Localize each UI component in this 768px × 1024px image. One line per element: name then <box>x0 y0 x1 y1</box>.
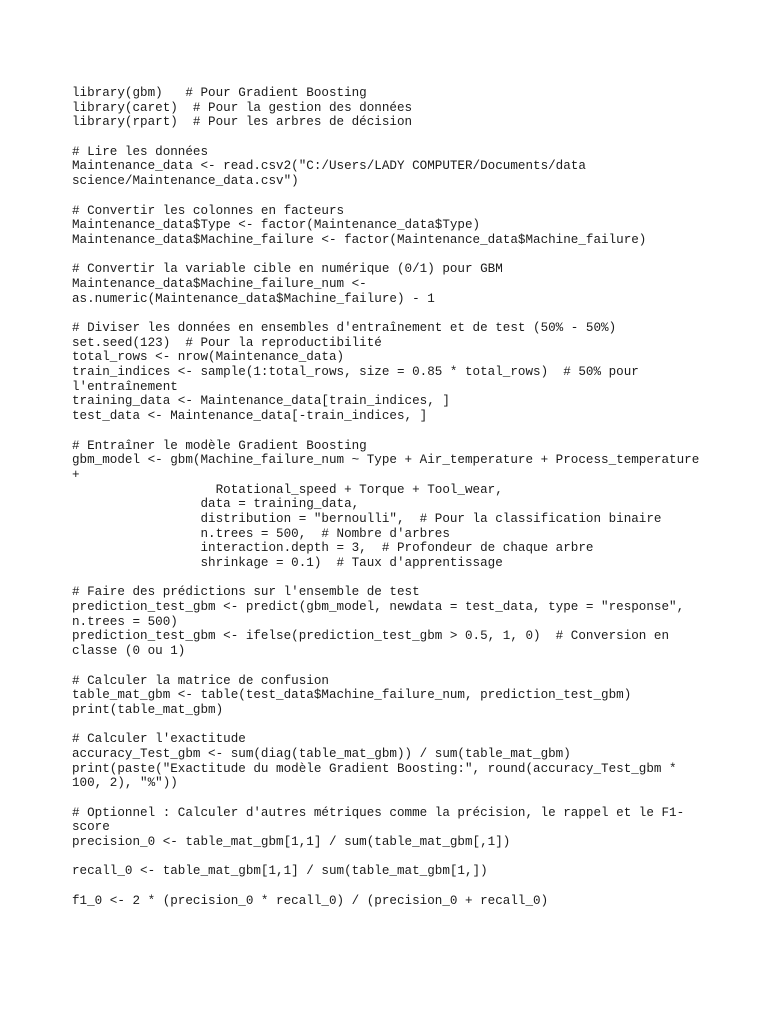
code-line: precision_0 <- table_mat_gbm[1,1] / sum(table_mat_gbm[,1]) <box>72 835 511 850</box>
code-line <box>72 791 712 806</box>
code-line <box>72 718 712 733</box>
code-line: distribution = "bernoulli", # Pour la classification binaire <box>72 511 662 526</box>
code-line: print(table_mat_gbm) <box>72 702 224 717</box>
code-line: # Convertir la variable cible en numérique (0/1) pour GBM <box>72 262 503 277</box>
code-line <box>72 571 712 586</box>
code-line: # Diviser les données en ensembles d'entraînement et de test (50% - 50%) <box>72 321 617 335</box>
code-line: Maintenance_data$Machine_failure <- factor(Maintenance_data$Machine_failure) <box>72 232 647 247</box>
code-line: test_data <- Maintenance_data[-train_indices, ] <box>72 409 428 424</box>
code-line: library(gbm) # Pour Gradient Boosting <box>72 86 367 100</box>
code-line: score <box>72 820 110 835</box>
code-line: n.trees = 500, # Nombre d'arbres <box>72 526 450 541</box>
code-line: # Calculer l'exactitude <box>72 732 246 747</box>
code-line: science/Maintenance_data.csv") <box>72 174 299 189</box>
code-line: data = training_data, <box>72 497 360 512</box>
code-line: total_rows <- nrow(Maintenance_data) <box>72 350 345 365</box>
code-line <box>72 424 712 439</box>
code-line: prediction_test_gbm <- ifelse(prediction_test_gbm > 0.5, 1, 0) # Conversion en <box>72 629 670 644</box>
code-line: l'entraînement <box>72 379 178 394</box>
code-line <box>72 879 712 894</box>
code-line: Maintenance_data$Type <- factor(Maintenance_data$Type) <box>72 218 481 233</box>
code-line: Maintenance_data <- read.csv2("C:/Users/LADY COMPUTER/Documents/data <box>72 159 586 174</box>
code-line: 100, 2), "%")) <box>72 776 178 791</box>
code-line: library(caret) # Pour la gestion des données <box>72 100 413 115</box>
code-line: # Faire des prédictions sur l'ensemble de test <box>72 585 420 600</box>
code-line: Rotational_speed + Torque + Tool_wear, <box>72 482 503 497</box>
code-line: # Calculer la matrice de confusion <box>72 673 329 688</box>
code-line <box>72 306 712 321</box>
code-line: # Convertir les colonnes en facteurs <box>72 203 345 218</box>
code-line: as.numeric(Maintenance_data$Machine_failure) - 1 <box>72 291 435 306</box>
code-line <box>72 189 712 204</box>
code-line: table_mat_gbm <- table(test_data$Machine_failure_num, prediction_test_gbm) <box>72 688 632 703</box>
code-line: gbm_model <- gbm(Machine_failure_num ~ Type + Air_temperature + Process_temperature <box>72 453 700 468</box>
code-line: prediction_test_gbm <- predict(gbm_model, newdata = test_data, type = "response", <box>72 600 685 615</box>
code-line: interaction.depth = 3, # Profondeur de chaque arbre <box>72 541 594 556</box>
code-line: Maintenance_data$Machine_failure_num <- <box>72 276 367 291</box>
code-line: # Optionnel : Calculer d'autres métriques comme la précision, le rappel et le F1- <box>72 805 685 820</box>
code-line: + <box>72 467 80 482</box>
code-line: # Lire les données <box>72 144 209 159</box>
code-line: set.seed(123) # Pour la reproductibilité <box>72 335 382 350</box>
code-line: shrinkage = 0.1) # Taux d'apprentissage <box>72 556 503 570</box>
code-line: f1_0 <- 2 * (precision_0 * recall_0) / (precision_0 + recall_0) <box>72 893 549 908</box>
code-line: train_indices <- sample(1:total_rows, size = 0.85 * total_rows) # 50% pour <box>72 365 639 380</box>
code-line: training_data <- Maintenance_data[train_indices, ] <box>72 394 450 409</box>
code-line <box>72 248 712 263</box>
code-line: n.trees = 500) <box>72 614 178 629</box>
code-line <box>72 130 712 145</box>
code-line: recall_0 <- table_mat_gbm[1,1] / sum(table_mat_gbm[1,]) <box>72 864 488 879</box>
code-line: accuracy_Test_gbm <- sum(diag(table_mat_gbm)) / sum(table_mat_gbm) <box>72 746 571 761</box>
code-line: print(paste("Exactitude du modèle Gradient Boosting:", round(accuracy_Test_gbm * <box>72 761 677 776</box>
code-line: classe (0 ou 1) <box>72 644 186 659</box>
code-line <box>72 850 712 865</box>
code-line <box>72 659 712 674</box>
code-block <box>72 86 712 909</box>
code-line: library(rpart) # Pour les arbres de décision <box>72 115 413 130</box>
code-line: # Entraîner le modèle Gradient Boosting <box>72 438 367 453</box>
